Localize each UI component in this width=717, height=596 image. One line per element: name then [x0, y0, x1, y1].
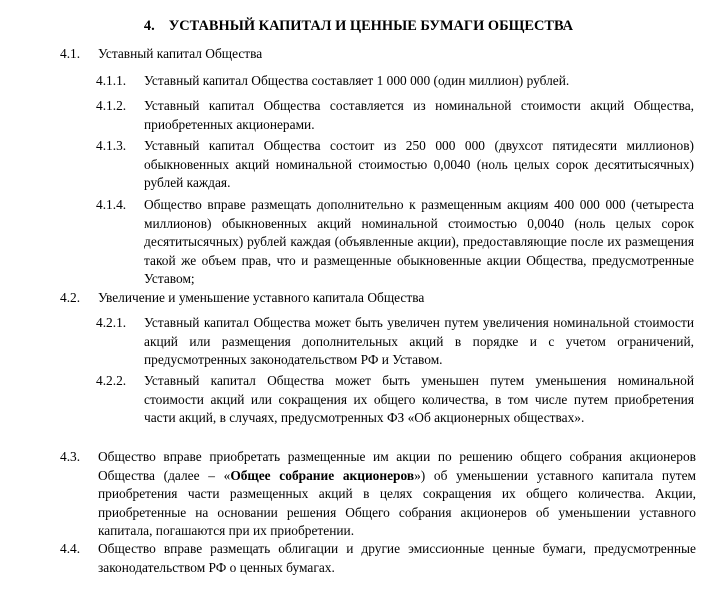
clause-text: Общество вправе размещать облигации и другие эмиссионные ценные бумаги, предусмотренные законодательством РФ о ценных бумагах. — [98, 541, 696, 575]
clause-4-2-2 — [96, 372, 696, 428]
clause-number: 4.2.1. — [96, 315, 127, 330]
section-title — [0, 16, 717, 36]
clause-number: 4.1.3. — [96, 138, 127, 153]
section-title-number: 4. — [143, 18, 155, 34]
clause-text: Уставный капитал Общества может быть уменьшен путем уменьшения номинальной стоимости акций или сокращения их общего количества, в том числе путем приобретения части акций, в случаях, предусмотренных ФЗ «Об акционерных обществах». — [144, 373, 694, 426]
clause-number: 4.2. — [60, 290, 81, 305]
clause-number: 4.1.4. — [96, 197, 127, 212]
clause-4-1-1 — [96, 72, 696, 91]
clause-text: Уставный капитал Общества составляется из номинальной стоимости акций Общества, приобретенных акционерами. — [144, 98, 694, 132]
clause-number: 4.1. — [60, 46, 81, 61]
clause-text: Уставный капитал Общества состоит из 250 000 000 (двухсот пятидесяти миллионов) обыкновенных акций номинальной стоимостью 0,0040 (ноль целых сорок десятитысячных) рублей каждая. — [144, 138, 694, 191]
clause-4-2-1 — [96, 314, 696, 370]
clause-number: 4.1.1. — [96, 73, 127, 88]
clause-4-1-3 — [96, 137, 696, 193]
clause-4-2 — [60, 289, 700, 308]
clause-text — [98, 448, 696, 541]
clause-number: 4.4. — [60, 541, 81, 556]
clause-text: Уставный капитал Общества составляет 1 000 000 (один миллион) рублей. — [144, 73, 570, 88]
clause-4-1 — [60, 45, 700, 64]
clause-4-1-4 — [96, 196, 696, 289]
clause-4-4 — [60, 540, 700, 577]
clause-text-part: Общество вправе приобретать размещенные им акции по решению общего собрания акционеров Общества (далее – « — [98, 449, 696, 483]
clause-text: Уставный капитал Общества может быть увеличен путем увеличения номинальной стоимости акций или размещения дополнительных акций в порядке и с учетом ограничений, предусмотренных законодательством РФ и Уставом. — [144, 315, 694, 368]
clause-text: Общество вправе размещать дополнительно к размещенным акциям 400 000 000 (четыреста миллионов) обыкновенных акций номинальной стоимостью 0,0040 (ноль целых сорок десятитысячных) рублей каждая (объявленные акции), предоставляющие после их размещения такой же объем прав, что и размещенные обыкновенные акции Общества, предусмотренные Уставом; — [144, 197, 694, 287]
defined-term: Общее собрание акционеров — [230, 467, 415, 483]
clause-heading: Уставный капитал Общества — [98, 46, 263, 61]
clause-number: 4.1.2. — [96, 98, 127, 113]
clause-4-3 — [60, 448, 700, 541]
clause-4-1-2 — [96, 97, 696, 134]
section-title-text: УСТАВНЫЙ КАПИТАЛ И ЦЕННЫЕ БУМАГИ ОБЩЕСТВА — [168, 18, 574, 34]
clause-number: 4.3. — [60, 449, 81, 464]
clause-number: 4.2.2. — [96, 373, 127, 388]
clause-text-part: ») об уменьшении уставного капитала путем приобретения части размещенных акций в целях сокращения их общего количества. Акции, приобретенные на основании решения Общего собрания акционеров об уменьшении уставного капитала, погашаются при их приобретении. — [98, 467, 696, 539]
clause-heading: Увеличение и уменьшение уставного капитала Общества — [98, 290, 425, 305]
